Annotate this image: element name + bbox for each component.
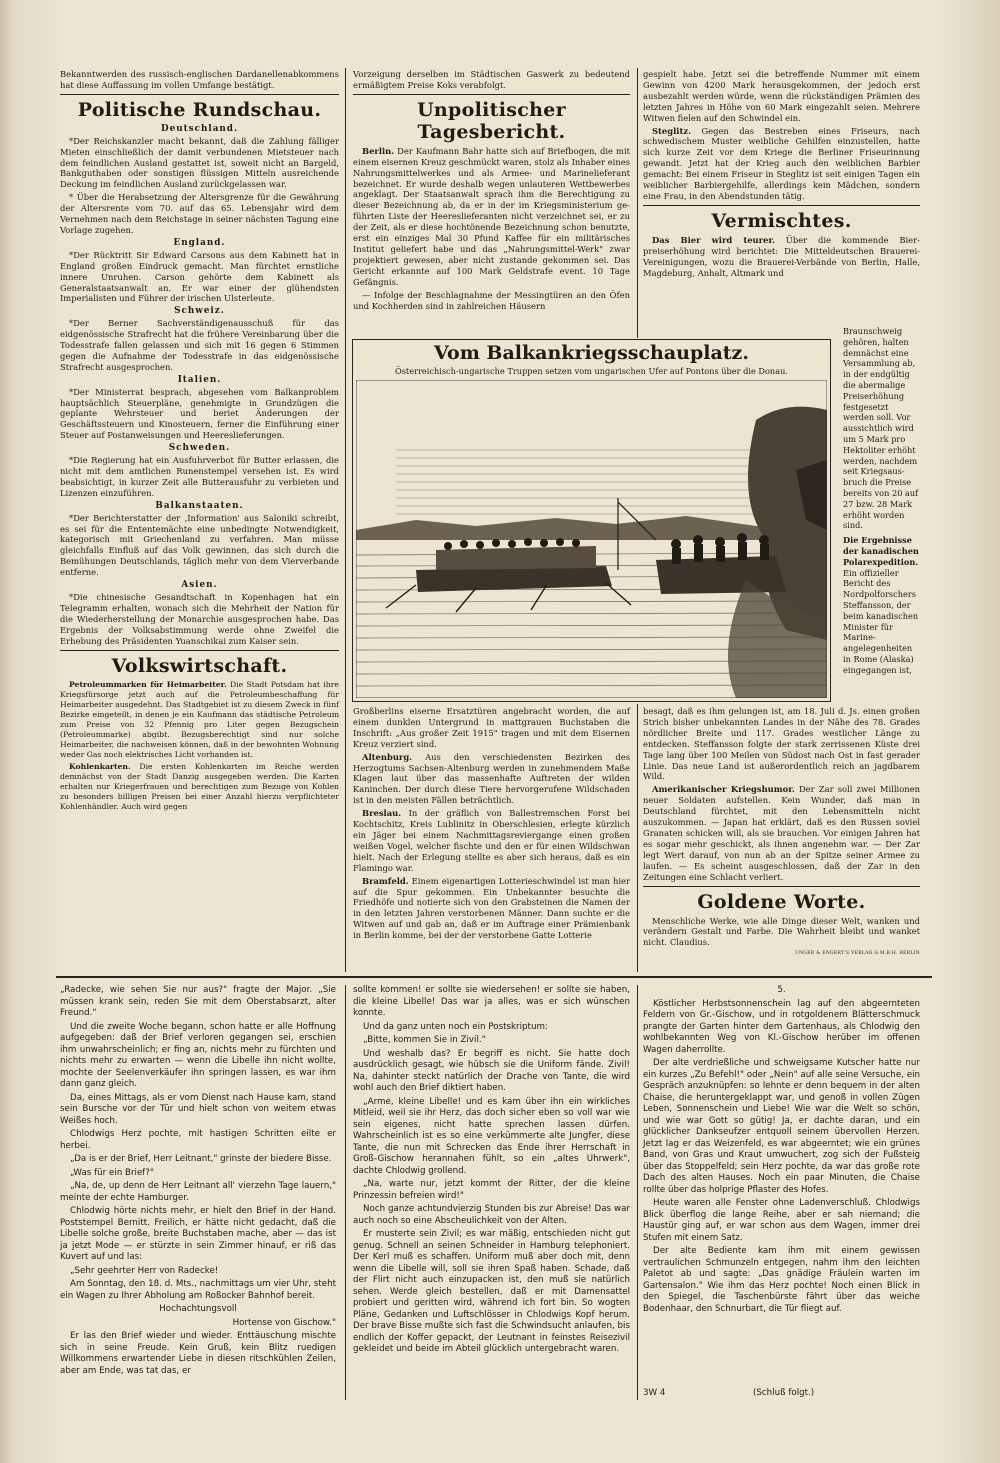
section-heading: Deutschland.: [160, 123, 239, 134]
article-paragraph: *Der Berichterstatter der ‚Information' aus Saloniki schreibt, es sei für die Ententemächte eine unbedingte Notwendigkeit, kategorisch mit Griechenland zu verfahren. Man müsse gleichfalls Einfluß auf das Volk gewinnen, das sich durch die Bemühungen Deutschlands, täglich mehr von dem Vierverbande entferne.: [60, 512, 339, 578]
quote-text: Menschliche Werke, wie alle Dinge dieser Welt, wanken und verändern Gestalt und Farbe. Die Wahrheit bleibt und wanket nicht.: [643, 915, 920, 948]
divider: [643, 205, 920, 206]
novel-paragraph: sollte kommen! er sollte sie wiedersehen! er sollte sie haben, die kleine Libelle! Das war ja alles, was er sich wünschen konnte.: [353, 985, 630, 1018]
column-3-bottom: [643, 706, 920, 960]
article-paragraph: *Der Rücktritt Sir Edward Carsons aus dem Kabinett hat in England großen Eindruck gemacht. Man fürchtet ernstliche innere Unruhen. Carson gehörte dem Kabinett als Generalstaatsanwalt an. Er war einer der glühendsten Imperialisten und Führer der irischen Ulsterleute.: [60, 249, 339, 304]
novel-paragraph: Chlodwigs Herz pochte, mit hastigen Schritten eilte er herbei.: [60, 1129, 336, 1151]
novel-paragraph: Er musterte sein Zivil; es war mäßig, entschieden nicht gut genug. Schnell an seinen Schneider in Hamburg telephoniert. Der Kerl muß es schaffen. Uniform muß aber doch mit, denn wenn die Libelle will, soll sie ihren Spaß haben. Schade, daß der Flirt nicht auch einzupacken ist, den muß sie natürlich sehen. Werde gleich bestellen, daß er mit Damensattel probiert und geritten wird, während ich fort bin. So wogten Pläne, Gedanken und Luftschlösser in Chlodwigs Kopf herum. Der brave Bisse mußte sich fast die Schwindsucht anlaufen, bis endlich der Koffer gepackt, der Leutnant in feinstes Reisezivil gekleidet und beide im Abteil glücklich untergebracht waren.: [353, 1229, 630, 1354]
heading-goldene-worte: Goldene Worte.: [697, 890, 866, 913]
novel-paragraph: „Bitte, kommen Sie in Zivil.": [363, 1035, 486, 1045]
article-paragraph: gespielt habe. Jetzt sei die betreffende Nummer mit einem Gewinn von 4200 Mark herausgekommen, der jedoch erst ausbezahlt werden würde, wenn die rückständigen Prämien des letzten Jahres in Höhe von 60 Mark eingezahlt seien. Mehrere Witwen fielen auf den Schwindel ein.: [643, 69, 920, 123]
article-text: — Infolge der Beschlagnahme der Messingtüren an den Öfen und Kochherden sind in zahlreichen Häusern: [353, 289, 630, 311]
novel-paragraph: Heute waren alle Fenster ohne Ladenverschluß. Chlodwigs Blick überflog die lange Reihe, aber er sah niemand; die Haustür ging auf, er war schon aus dem Wagen, immer drei Stufen mit einem Satz.: [643, 1198, 920, 1243]
article-text: Gegen das Bestreben eines Friseurs, nach schwedischem Muster weibliche Gehilfen einzustellen, hatte sich kurze Zeit vor dem Kriege die Berliner Friseurinnung gewandt. Jetzt hat der Krieg auch den weiblichen Barbier gemacht: Bei einem Friseur in Steglitz ist seit einigen Tagen ein weiblicher Barbiergehilfe, allerdings kein Mädchen, sondern eine Frau, in den Abendstunden tätig.: [643, 125, 920, 201]
article-text: Der Zar soll zwei Millionen neuer Soldaten aufstellen. Kein Wunder, daß man in Deutschland fürchtet, mit den Lebensmitteln nicht auszukommen. — Japan hat erklärt, daß es den Russen soviel Granaten schicken will, als sie brauchen. Vor einigen Jahren hat es sogar mehr geschickt, als ihnen angenehm war. — Der Zar legt Wert darauf, von nun ab an der Spitze seiner Armee zu laufen. — Es scheint ausgeschlossen, daß der Zar in den Zeitungen eine Schlacht verliert.: [643, 784, 920, 882]
novel-column-right: [643, 985, 920, 1317]
novel-paragraph: Noch ganze achtundvierzig Stunden bis zur Abreise! Das war auch noch so eine Abscheulichkeit von der Alten.: [353, 1204, 630, 1226]
page-edge-shadow: [0, 0, 14, 1463]
divider: [60, 650, 339, 651]
novel-paragraph: „Da is er der Brief, Herr Leitnant," grinste der biedere Bisse.: [70, 1154, 332, 1164]
article-lead: Die Ergebnisse der kanadischen Polarexpedition.: [843, 535, 919, 567]
article-text: Der Kaufmann Bahr hatte sich auf Briefbogen, die mit einem eisernen Kreuz geschmückt waren, stolz als Inhaber eines Nahrungsmittelwerkes und als Armee- und Marinelieferant bezeichnet. Er wurde deshalb wegen unlauteren Wettbewerbes angeklagt. Der Staatsanwalt sprach ihm die Berechtigung zu dieser Bezeichnung ab, da er in der im Kriegsministerium geführten Liste der Heereslieferanten nicht verzeichnet sei, er zu der Zeit, als er diese hochtönende Bezeichnung schon benutzte, erst ein einziges Mal 30 Pfund Kaffee für ein militärisches Institut geliefert habe und das „Nahrungsmittel-Werk" zwar projektiert gewesen, aber nicht zustande gekommen sei. Das Gericht erkannte auf 100 Mark Geldstrafe event. 10 Tage Gefängnis.: [353, 145, 630, 287]
continuation-note: (Schluß folgt.): [753, 1388, 815, 1398]
divider: [353, 94, 630, 95]
novel-column-middle: [353, 985, 630, 1358]
heading-vermischtes: Vermischtes.: [711, 209, 852, 232]
letter-closing: Hochachtungsvoll: [159, 1304, 237, 1314]
article-lead: Kohlenkarten.: [69, 761, 131, 771]
article-paragraph: [353, 808, 630, 873]
novel-paragraph: „Radecke, wie sehen Sie nur aus?" fragte der Major. „Sie müssen krank sein, reden Sie mit dem Oberstabsarzt, alter Freund.": [60, 985, 336, 1018]
section-heading: Schweden.: [168, 443, 231, 454]
article-paragraph: [353, 752, 630, 807]
article-lead: Petroleummarken für Heimarbeiter.: [69, 679, 227, 689]
article-lead: Berlin.: [362, 145, 395, 156]
article-text: Aus den verschiedensten Bezirken des Herzogtums Sachsen-Altenburg werden in zunehmendem Maße Klagen laut über das massenhafte Auftreten der wilden Kaninchen. Der durch diese Tiere hervorgerufene Wildschaden ist in den meisten Fällen beträchtlich.: [353, 751, 630, 806]
printer-imprint: UNGER & ENGERT'S VERLAG G.M.B.H. BERLIN: [794, 951, 920, 957]
article-paragraph: [643, 126, 920, 202]
novel-paragraph: Der alte verdrießliche und schweigsame Kutscher hatte nur ein kurzes „Zu Befehl!" oder „Nein" auf alle seine Versuche, ein Gespräch anzuknüpfen: so lehnte er denn bequem in der alten Chaise, die heruntergeklappt war, und genoß in vollen Zügen Leben, Sonnenschein und Liebe! Wie war die Welt so schön, und wie war Gott so gütig! Ja, er dachte daran, und ein glücklicher Dankseufzer entquoll seinem übervollen Herzen. Jetzt lag er das Weizenfeld, es war abgeerntet; wie ein grünes Band, von Gras und Kraut umwuchert, zog sich der Fußsteig über das Stoppelfeld; sein Herz pochte, da war das große rote Dach des alten Hauses. Noch ein paar Minuten, die Chaise rollte über das holprige Pflaster des Hofes.: [643, 1058, 920, 1195]
article-paragraph: [843, 535, 920, 675]
article-paragraph: Großberlins eiserne Ersatztüren angebracht worden, die auf einem dunklen Untergrund in mattgrauen Buchstaben die Inschrift: „Aus großer Zeit 1915" tragen und mit dem Eisernen Kreuz verziert sind.: [353, 706, 630, 749]
novel-paragraph: Und weshalb das? Er begriff es nicht. Sie hatte doch ausdrücklich gesagt, wie hübsch sie die Uniform fände. Zivil! Na, dahinter steckt natürlich der Drache von Tante, die wird wohl auch den Brief diktiert haben.: [353, 1048, 630, 1093]
novel-column-left: [60, 985, 336, 1379]
novel-paragraph: Chlodwig hörte nichts mehr, er hielt den Brief in der Hand. Poststempel Bernitt. Freilich, er hätte nicht gedacht, daß die Libelle solche große, breite Buchstaben mache, aber — das ist ja jetzt Mode — er stürzte in sein Zimmer hinauf, er riß das Kuvert auf und las:: [60, 1206, 336, 1262]
column-3-narrow: [843, 326, 920, 678]
col2-intro: Vorzeigung derselben im Städtischen Gaswerk zu bedeutend ermäßigtem Preise Koks verabfolgt.: [353, 69, 630, 90]
section-heading: Schweiz.: [174, 306, 225, 317]
heading-unpolitischer-tagesbericht: Unpolitischer Tagesbericht.: [417, 98, 566, 143]
novel-paragraph: „Sehr geehrter Herr von Radecke!: [70, 1265, 219, 1276]
column-rule: [345, 985, 346, 1400]
divider: [60, 94, 339, 95]
article-lead: Breslau.: [362, 808, 402, 819]
article-lead: Bramfeld.: [362, 875, 409, 886]
novel-paragraph: Der alte Bediente kam ihm mit einem gewissen vertraulichen Schmunzeln entgegen, nahm ihm den leichten Paletot ab und sagte: „Das gnädige Fräulein warten im Gartensalon." Wie ihm das Herz pochte! Noch einen Blick in den Spiegel, die Taschenbürste fährt über das weiche Bodenhaar, den Schnurbart, die Tür fliegt auf.: [643, 1246, 920, 1314]
section-heading: Italien.: [177, 374, 222, 385]
quote-author: Claudius.: [669, 937, 710, 948]
article-paragraph: [643, 235, 920, 279]
heading-politische-rundschau: Politische Rundschau.: [77, 98, 322, 121]
section-heading: Balkanstaaten.: [155, 500, 244, 511]
article-lead: Steglitz.: [652, 125, 692, 136]
col1-intro: Bekanntwerden des russisch-englischen Dardanellenabkommens hat diese Auffassung im vollen Umfange bestätigt.: [60, 69, 339, 90]
article-text: Einem eigenartigen Lotterieschwindel ist man hier auf die Spur gekommen. Ein Unbekannter besuchte die Friedhöfe und notierte sich von den Grabsteinen die Namen der in den letzten Jahren verstorbenen Männer. Dann suchte er die Witwen auf und gab an, daß er im Auftrage einer Prämienbank in Berlin komme, bei der der verstorbene Gatte Lotterie: [353, 875, 630, 941]
article-text: Die Stadt Potsdam hat ihre Kriegsfürsorge jetzt auch auf die Petroleumbeschaffung für Heimarbeiter ausgedehnt. Das Stadtgebiet ist zu diesem Zweck in fünf Bezirke eingeteilt, in denen je ein Kaufmann das städtische Petroleum zum Preise von 32 Pfennig pro Liter gegen Bezugschein (Petroleummarke) abgibt. Bezugsberechtigt sind nur solche Heimarbeiter, die nachweisen können, daß in der bewohnten Wohnung weder Gas noch elektrisches Licht vorhanden ist.: [60, 679, 339, 759]
illustration-caption: Österreichisch-ungarische Truppen setzen vom ungarischen Ufer auf Pontons über die Donau.: [395, 366, 788, 376]
article-paragraph: *Der Berner Sachverständigenausschuß für das eidgenössische Strafrecht hat die frühere Vereinbarung über die Todesstrafe fallen gelassen und sich mit 16 gegen 6 Stimmen gegen die Aufnahme der Todesstrafe in das eidgenössische Strafrecht ausgesprochen.: [60, 318, 339, 372]
novel-footer: [643, 1388, 920, 1398]
article-paragraph: [353, 290, 630, 312]
column-2-top: [353, 69, 630, 313]
article-paragraph: [353, 146, 630, 288]
article-text: Die ersten Kohlenkarten im Reiche werden demnächst von der Stadt Danzig ausgegeben werden. Die Karten erhalten nur Kriegerfrauen und berechtigen zum Bezuge von Kohlen zu besonders billigen Preisen bei einer Anzahl hierzu verpflichteter Kohlenhändler. Auch wird gegen: [60, 761, 339, 811]
article-paragraph: [353, 876, 630, 941]
illustration-title: Vom Balkankriegsschauplatz.: [434, 342, 749, 364]
divider: [643, 886, 920, 887]
illustration-frame: [352, 339, 831, 702]
article-text: Braunschweig gehören, halten demnächst eine Versammlung ab, in der endgültig die abermalige Preiserhöhung festgesetzt werden soll. Vor aussichtlich wird um 5 Mark pro Hektoliter erhöht werden, nachdem seit Kriegsausbruch die Preise bereits von 20 auf 27 bzw. 28 Mark erhöht worden sind.: [843, 326, 919, 531]
section-heading: England.: [173, 237, 226, 248]
column-1: [60, 69, 339, 814]
chapter-number: 5.: [777, 985, 786, 995]
novel-paragraph: Und die zweite Woche begann, schon hatte er alle Hoffnung aufgegeben: daß der Brief verloren gegangen sei, erschien ihm unwahrscheinlich; er fing an, nichts mehr zu fürchten und nichts mehr zu erwarten — wenn die Libelle ihn nicht wollte, mochte der Seelenverkäufer ihn springen lassen, es war ihm dann ganz gleich.: [60, 1021, 336, 1089]
heading-volkswirtschaft: Volkswirtschaft.: [111, 654, 288, 677]
article-lead: Altenburg.: [362, 751, 413, 762]
article-text: besagt, daß es ihm gelungen ist, am 18. Juli d. Js. einen großen Strich bisher unbekannten Landes in der Nähe des 78. Grades nördlicher Breite und 117. Grades westlicher Länge zu entdecken. Steffansson folgte der stark zerrissenen Küste drei Tage lang über 100 Meilen von Südost nach Ost in fast gerader Linie. Das neue Land ist außerordentlich reich an jagdbarem Wild.: [643, 706, 920, 782]
article-paragraph: *Der Reichskanzler macht bekannt, daß die Zahlung fälliger Mieten einschließlich der damit verbundenen Mietsteuer nach dem feindlichen Ausland gestattet ist, soweit nicht an Bargeld, Bankguthaben oder sonstigen flüssigen Mitteln ausreichende Deckung im feindlichen Ausland zurückgelassen war.: [60, 135, 339, 190]
novel-paragraph: Da, eines Mittags, als er vom Dienst nach Hause kam, stand sein Bursche vor der Tür und hielt schon von weitem etwas Weißes hoch.: [60, 1092, 336, 1126]
column-rule: [345, 68, 346, 972]
quote: [643, 916, 920, 949]
novel-paragraph: „Na, warte nur, jetzt kommt der Ritter, der die kleine Prinzessin befreien wird!": [353, 1179, 630, 1201]
novel-paragraph: Er las den Brief wieder und wieder. Enttäuschung mischte sich in seine Freude. Kein Gruß, kein Blitz ruedigen Willkommens erwartender Liebe in diesen ritschkühlen Zeilen, aber am Ende, was tat das, er: [60, 1331, 336, 1376]
novel-paragraph: „Arme, kleine Libelle! und es kam über ihn ein wirkliches Mitleid, weil sie ihr Herz, das doch sicher eben so voll war wie sein eigenes, nicht hatte sprechen lassen dürfen. Wahrscheinlich ist es so eine verkümmerte alte Jungfer, diese Tante, die nun mit Schrecken das Ende ihrer Herrschaft in Groß-Gischow herannahen fühlt, so ein „altes Uhrwerk", dachte Chlodwig grollend.: [353, 1096, 630, 1176]
article-text: Ein offizieller Bericht des Nordpolforschers Steffansson, der beim kanadischen Minister für Marineangelegenheiten in Rome (Alaska) eingegangen ist,: [843, 567, 919, 675]
article-paragraph: *Die Regierung hat ein Ausfuhrverbot für Butter erlassen, die nicht mit dem amtlichen Runenstempel versehen ist. Es wird beabsichtigt, in kurzer Zeit alle Butterausfuhr zu verbieten und Lizenzen einzuführen.: [60, 455, 339, 498]
article-paragraph: [60, 680, 339, 760]
article-text: In der gräflich von Ballestremschen Forst bei Kochtschitz, Kreis Lublinitz in Oberschlesien, erlegte kürzlich ein Jäger bei einem Nachmittagsreviergange einen großen weißen Vogel, welcher fischte und den er für einen Wildschwan hielt. Nach der Erlegung stellte es aber sich heraus, daß es ein Flamingo war.: [353, 808, 630, 873]
column-rule: [637, 704, 638, 972]
engraving-danube-crossing: [356, 380, 827, 698]
article-paragraph: *Der Ministerrat besprach, abgesehen vom Balkanproblem hauptsächlich Steuerpläne, genehmigte in Grundzügen die geplante Wehrsteuer und beriet Änderungen der Geschäftssteuern und Kinosteuern, ferner die Einführung einer Steuer auf Postanweisungen und Heereslieferungen.: [60, 386, 339, 441]
letter-signature: Hortense von Gischow.": [232, 1317, 336, 1328]
article-lead: Das Bier wird teurer.: [652, 234, 775, 245]
column-3-top: [643, 69, 920, 281]
column-2-bottom: [353, 706, 630, 943]
novel-paragraph: Köstlicher Herbstsonnenschein lag auf den abgeernteten Feldern von Gr.-Gischow, und in rotgoldenem Blätterschmuck prangte der Garten hinter dem Gartenhaus, als Chlodwig den wohlbekannten Weg von Kl.-Gischow herüber im offenen Wagen daherrollte.: [643, 998, 920, 1055]
article-paragraph: [60, 762, 339, 812]
novel-paragraph: „Was für ein Brief?": [70, 1167, 154, 1178]
article-paragraph: * Über die Herabsetzung der Altersgrenze für die Gewährung der Altersrente vom 70. auf das 65. Lebensjahr wird dem Vernehmen nach dem Reichstage in seiner nächsten Tagung eine Vorlage zugehen.: [60, 192, 339, 235]
article-paragraph: [643, 784, 920, 882]
novel-paragraph: Und da ganz unten noch ein Postskriptum:: [363, 1021, 548, 1032]
section-divider: [56, 976, 932, 978]
article-text: Über die kommende Bierpreiserhöhung wird berichtet: Die Mitteldeutschen Brauerei-Vereinigungen, wozu die Brauerei-Verbände von Berlin, Halle, Magdeburg, Anhalt, Altmark und: [643, 234, 920, 278]
section-heading: Asien.: [181, 580, 218, 591]
novel-paragraph: Am Sonntag, den 18. d. Mts., nachmittags um vier Uhr, steht ein Wagen zu Ihrer Abholung am Roßocker Bahnhof bereit.: [60, 1279, 336, 1301]
column-rule: [637, 985, 638, 1400]
novel-paragraph: „Na, de, up denn de Herr Leitnant all' vierzehn Tage lauern," meinte der echte Hamburger.: [60, 1181, 336, 1203]
article-lead: Amerikanischer Kriegshumor.: [652, 784, 795, 795]
article-paragraph: *Die chinesische Gesandtschaft in Kopenhagen hat ein Telegramm erhalten, wonach sich die Mehrheit der Nation für die Wiederherstellung der Monarchie ausgesprochen habe. Das Ergebnis der Volksabstimmung werde ohne Zweifel die Erhebung des Präsidenten Yuanschikai zum Kaiser sein.: [60, 591, 339, 646]
column-rule: [637, 68, 638, 338]
footer-mark: 3W 4: [643, 1388, 666, 1398]
